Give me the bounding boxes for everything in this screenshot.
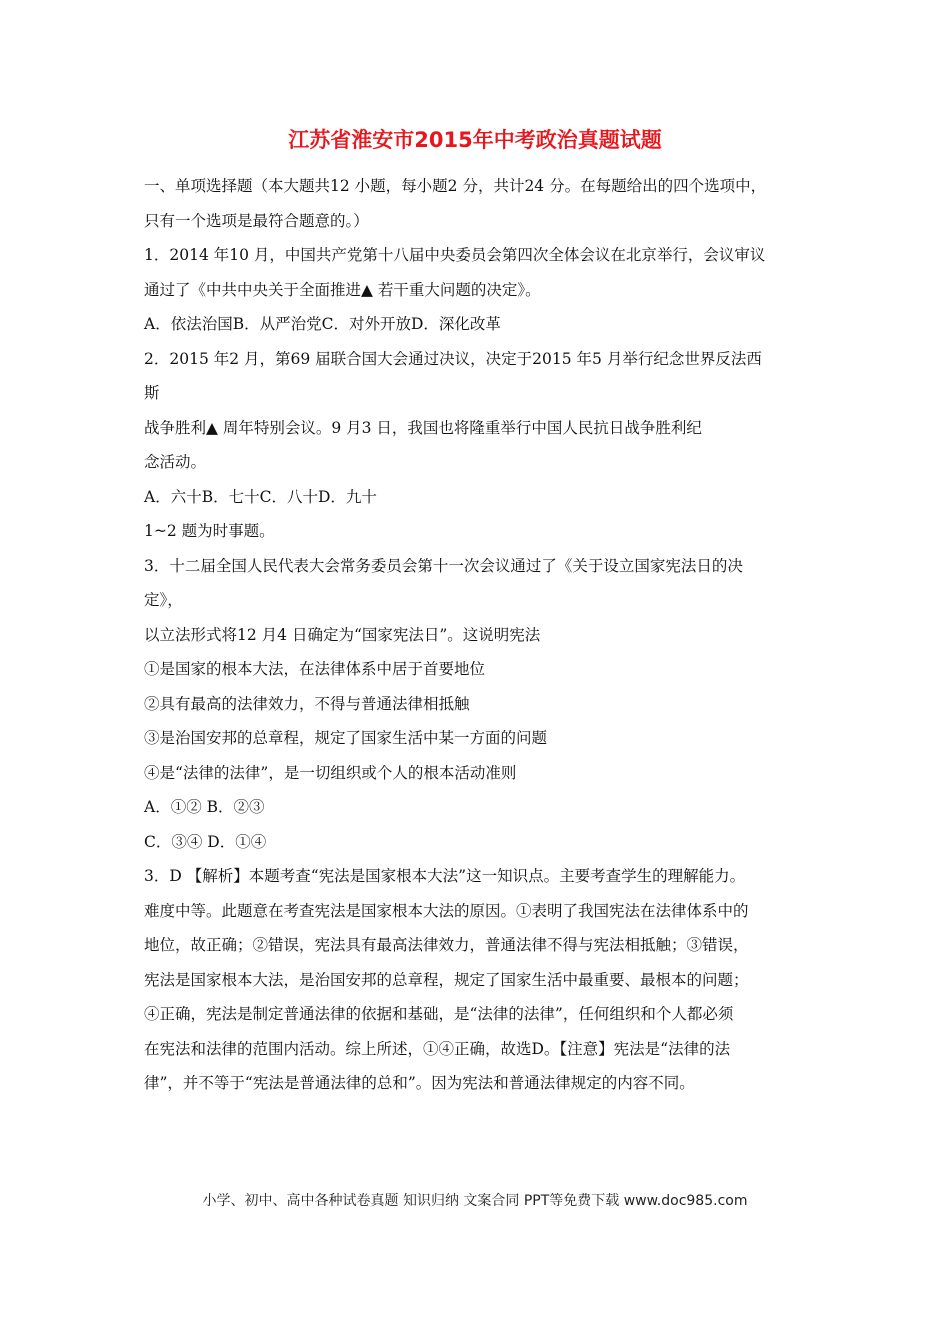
text-line: 难度中等。此题意在考查宪法是国家根本大法的原因。①表明了我国宪法在法律体系中的 bbox=[144, 901, 749, 920]
text-line: 战争胜利▲ 周年特别会议。9 月3 日，我国也将隆重举行中国人民抗日战争胜利纪 bbox=[144, 418, 702, 437]
text-line: 斯 bbox=[144, 384, 160, 402]
text-line: ③是治国安邦的总章程，规定了国家生活中某一方面的问题 bbox=[144, 729, 548, 747]
document-body bbox=[144, 176, 824, 1108]
text-line: 只有一个选项是最符合题意的。） bbox=[144, 211, 369, 230]
text-line: 通过了《中共中央关于全面推进▲ 若干重大问题的决定》。 bbox=[144, 280, 541, 299]
text-line: 念活动。 bbox=[144, 453, 207, 471]
text-line: ①是国家的根本大法，在法律体系中居于首要地位 bbox=[144, 660, 486, 678]
text-line: 在宪法和法律的范围内活动。综上所述，①④正确，故选D。【注意】宪法是“法律的法 bbox=[144, 1039, 731, 1058]
text-line: ④正确，宪法是制定普通法律的依据和基础，是“法律的法律”，任何组织和个人都必须 bbox=[144, 1005, 734, 1023]
text-line: 一、单项选择题（本大题共12 小题，每小题2 分，共计24 分。在每题给出的四个选项中， bbox=[144, 177, 767, 195]
text-line: 以立法形式将12 月4 日确定为“国家宪法日”。这说明宪法 bbox=[144, 625, 541, 644]
text-line: ②具有最高的法律效力，不得与普通法律相抵触 bbox=[144, 694, 470, 713]
text-line: 宪法是国家根本大法，是治国安邦的总章程，规定了国家生活中最重要、最根本的问题； bbox=[144, 970, 749, 989]
text-line: ④是“法律的法律”，是一切组织或个人的根本活动准则 bbox=[144, 763, 517, 782]
document-title: 江苏省淮安市2015年中考政治真题试题 bbox=[288, 128, 662, 152]
text-line: 1．2014 年10 月，中国共产党第十八届中央委员会第四次全体会议在北京举行，会议审议 bbox=[144, 246, 766, 264]
text-line: A．六十B．七十C．八十D．九十 bbox=[144, 487, 377, 506]
text-line: 1~2 题为时事题。 bbox=[144, 522, 275, 540]
text-line: 定》， bbox=[144, 591, 183, 609]
page-footer: 小学、初中、高中各种试卷真题 知识归纳 文案合同 PPT等免费下载 www.doc985.com bbox=[202, 1193, 748, 1209]
text-line: C．③④ D．①④ bbox=[144, 832, 267, 851]
text-line: 律”，并不等于“宪法是普通法律的总和”。因为宪法和普通法律规定的内容不同。 bbox=[144, 1074, 695, 1092]
text-line: A．依法治国B．从严治党C．对外开放D．深化改革 bbox=[144, 315, 501, 333]
text-line: 3．D 【解析】本题考查“宪法是国家根本大法”这一知识点。主要考查学生的理解能力。 bbox=[144, 867, 746, 885]
text-line: 3．十二届全国人民代表大会常务委员会第十一次会议通过了《关于设立国家宪法日的决 bbox=[144, 556, 743, 575]
text-line: 2．2015 年2 月，第69 届联合国大会通过决议，决定于2015 年5 月举行纪念世界反法西 bbox=[144, 349, 762, 368]
text-line: A．①② B．②③ bbox=[144, 798, 265, 816]
text-line: 地位，故正确；②错误，宪法具有最高法律效力，普通法律不得与宪法相抵触；③错误， bbox=[144, 936, 749, 954]
